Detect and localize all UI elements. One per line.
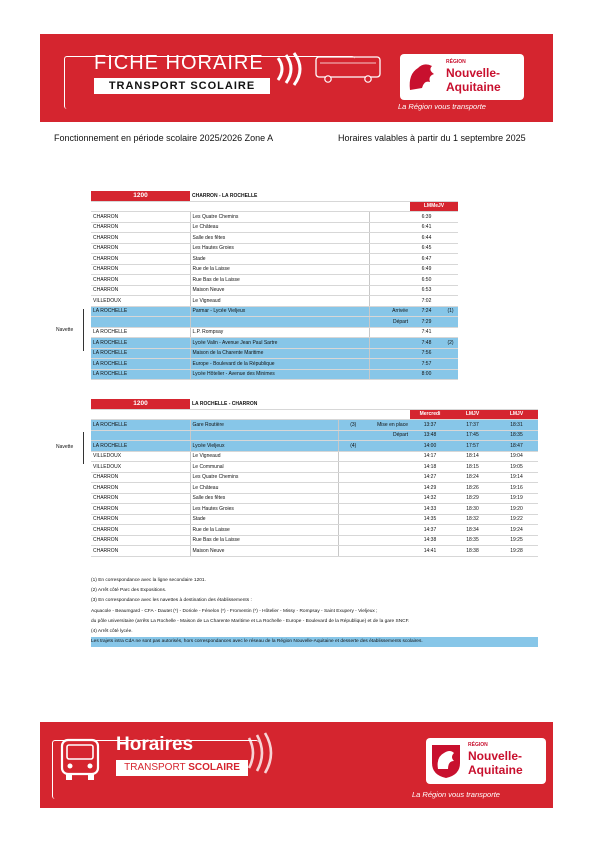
footnote-ref: [338, 430, 368, 441]
day-column-header: LMMeJV: [410, 201, 458, 212]
stop-name: L.P. Rompsay: [190, 327, 369, 338]
departure-time: 19:25: [495, 535, 538, 546]
stop-direction: [369, 275, 410, 286]
footnote-ref: [338, 451, 368, 462]
stop-direction: [368, 451, 410, 462]
footnote-ref: (2): [443, 338, 458, 349]
stop-name: Rue de la Laisse: [190, 264, 369, 275]
stop-city: LA ROCHELLE: [91, 441, 190, 452]
day-column-header: Mercredi: [410, 409, 450, 420]
stop-name: Le Château: [190, 222, 369, 233]
stop-direction: [369, 264, 410, 275]
departure-time: 18:35: [450, 535, 495, 546]
stop-direction: [368, 472, 410, 483]
table-row: [91, 420, 538, 431]
stop-city: CHARRON: [91, 546, 190, 557]
tagline-part2: vous transporte: [434, 102, 486, 111]
departure-time: 14:41: [410, 546, 450, 557]
footer-subtitle-part2: SCOLAIRE: [188, 762, 240, 773]
stop-city: CHARRON: [91, 275, 190, 286]
stop-name: Stade: [190, 254, 369, 265]
departure-time: 6:44: [410, 233, 443, 244]
departure-time: 17:37: [450, 420, 495, 431]
departure-time: 19:19: [495, 493, 538, 504]
line-number: 1200: [91, 191, 190, 201]
departure-time: 18:30: [450, 504, 495, 515]
footer-tagline-part2: vous transporte: [448, 790, 500, 799]
fiche-horaire-title: FICHE HORAIRE: [94, 52, 264, 74]
table-row: [91, 254, 458, 265]
departure-time: 14:35: [410, 514, 450, 525]
stop-city: CHARRON: [91, 472, 190, 483]
stop-name: Maison Neuve: [190, 285, 369, 296]
stop-name: Salle des fêtes: [190, 233, 369, 244]
footer-subtitle: [116, 760, 248, 776]
stop-direction: [369, 296, 410, 307]
table-row: [91, 338, 458, 349]
departure-time: 19:20: [495, 504, 538, 515]
footer-lion-emblem-icon: [430, 743, 462, 779]
region-logo: [400, 54, 524, 100]
table-row: [91, 546, 538, 557]
departure-time: 14:29: [410, 483, 450, 494]
footnote: (3) En correspondance avec les navettes à destination des établissements :: [91, 598, 252, 604]
departure-time: 18:24: [450, 472, 495, 483]
departure-time: 6:49: [410, 264, 443, 275]
footnote-ref: [443, 285, 458, 296]
schedule-table-outbound: [91, 191, 458, 380]
stop-name: Lycée Valin - Avenue Jean Paul Sartre: [190, 338, 369, 349]
footnote-ref: [443, 233, 458, 244]
stop-name: [190, 317, 369, 328]
stop-city: CHARRON: [91, 525, 190, 536]
restriction-note: Les trajets intra CdA ne sont pas autorisés, hors correspondances avec le réseau de la Région Nouvelle-Aquitaine et desserte des établissements scolaires.: [91, 637, 538, 647]
stop-name: Le Vigneaud: [190, 451, 338, 462]
departure-time: 13:37: [410, 420, 450, 431]
stop-direction: Départ: [369, 317, 410, 328]
stop-name: Gare Routière: [190, 420, 338, 431]
stop-city: CHARRON: [91, 514, 190, 525]
stop-direction: [369, 254, 410, 265]
stop-city: LA ROCHELLE: [91, 338, 190, 349]
stop-direction: [369, 369, 410, 380]
stop-direction: [368, 441, 410, 452]
footnote: (1) En correspondance avec la ligne secondaire 1201.: [91, 578, 206, 583]
stop-city: CHARRON: [91, 493, 190, 504]
departure-time: 13:48: [410, 430, 450, 441]
table-row: [91, 233, 458, 244]
footnote-ref: [443, 264, 458, 275]
table-row: [91, 306, 458, 317]
stop-direction: [368, 504, 410, 515]
stop-city: CHARRON: [91, 233, 190, 244]
table-row: [91, 514, 538, 525]
tagline-part1: La Région: [398, 102, 435, 111]
stop-city: [91, 317, 190, 328]
signal-waves-icon: [274, 52, 310, 86]
departure-time: 18:31: [495, 420, 538, 431]
header-banner: [40, 34, 553, 122]
departure-time: 14:00: [410, 441, 450, 452]
footnote-ref: [338, 546, 368, 557]
departure-time: 7:24: [410, 306, 443, 317]
footnote-ref: [443, 254, 458, 265]
stop-direction: [369, 338, 410, 349]
footnote: Aquacole - Beaumgard - CFA - Dautet (*) - Doriole - Fénelon (*) - Fromentin (*) - Hôtelier - Missy - Rompsay - Saint Exupery - Vieljeux ;: [91, 608, 378, 614]
stop-direction: Arrivée: [369, 306, 410, 317]
departure-time: 7:41: [410, 327, 443, 338]
departure-time: 7:57: [410, 359, 443, 370]
footer-region-logo: [426, 738, 546, 784]
departure-time: 7:56: [410, 348, 443, 359]
stop-direction: [368, 462, 410, 473]
footnote-ref: [443, 359, 458, 370]
departure-time: 6:41: [410, 222, 443, 233]
table-row: [91, 317, 458, 328]
table-row: [91, 264, 458, 275]
region-name-line2: Aquitaine: [446, 80, 501, 94]
footnote: (4) Arrêt côté lycée.: [91, 629, 133, 635]
stop-name: Le Vigneaud: [190, 296, 369, 307]
stop-name: Les Quatre Chemins: [190, 212, 369, 223]
table-row: [91, 493, 538, 504]
footnote-ref: [443, 222, 458, 233]
departure-time: 14:18: [410, 462, 450, 473]
day-column-header: LMJV: [495, 409, 538, 420]
departure-time: 6:53: [410, 285, 443, 296]
departure-time: 19:28: [495, 546, 538, 557]
stop-city: [91, 430, 190, 441]
region-tagline: [398, 102, 486, 111]
stop-direction: [368, 493, 410, 504]
departure-time: 18:32: [450, 514, 495, 525]
stop-direction: [368, 546, 410, 557]
transport-scolaire-title: TRANSPORT SCOLAIRE: [94, 78, 270, 94]
footnote-ref: [443, 243, 458, 254]
footnote-ref: (4): [338, 441, 368, 452]
stop-name: Le Communal: [190, 462, 338, 473]
footer-subtitle-part1: TRANSPORT: [124, 762, 189, 773]
stop-name: Les Hautes Groies: [190, 504, 338, 515]
table-row: [91, 483, 538, 494]
footnote-ref: [338, 462, 368, 473]
stop-city: LA ROCHELLE: [91, 359, 190, 370]
footnote-ref: [443, 369, 458, 380]
table-row: [91, 451, 538, 462]
stop-name: Stade: [190, 514, 338, 525]
footnote-ref: [338, 535, 368, 546]
departure-time: 7:29: [410, 317, 443, 328]
stop-name: Rue Bas de la Laisse: [190, 275, 369, 286]
footer-signal-waves-icon: [246, 732, 276, 774]
departure-time: 18:14: [450, 451, 495, 462]
departure-time: 6:50: [410, 275, 443, 286]
footer-tagline-part1: La Région: [412, 790, 449, 799]
footnote-ref: [443, 327, 458, 338]
stop-direction: [369, 285, 410, 296]
table-row: [91, 525, 538, 536]
table-row: [91, 430, 538, 441]
stop-direction: [369, 222, 410, 233]
departure-time: 6:45: [410, 243, 443, 254]
departure-time: 17:57: [450, 441, 495, 452]
table-row: [91, 359, 458, 370]
departure-time: 18:15: [450, 462, 495, 473]
footnote-ref: [443, 296, 458, 307]
footnote-ref: [338, 525, 368, 536]
departure-time: 7:48: [410, 338, 443, 349]
stop-city: CHARRON: [91, 212, 190, 223]
stop-name: Maison Neuve: [190, 546, 338, 557]
departure-time: 18:34: [450, 525, 495, 536]
departure-time: 6:47: [410, 254, 443, 265]
stop-direction: [369, 348, 410, 359]
stop-city: LA ROCHELLE: [91, 420, 190, 431]
route-name-return: LA ROCHELLE - CHARRON: [190, 399, 538, 409]
departure-time: 18:47: [495, 441, 538, 452]
table-row: [91, 327, 458, 338]
stop-city: CHARRON: [91, 264, 190, 275]
stop-direction: Mise en place: [368, 420, 410, 431]
stop-direction: Départ: [368, 430, 410, 441]
region-small-label: RÉGION: [446, 59, 466, 65]
stop-name: Rue Bas de la Laisse: [190, 535, 338, 546]
departure-time: 14:27: [410, 472, 450, 483]
stop-city: LA ROCHELLE: [91, 348, 190, 359]
stop-name: [190, 430, 338, 441]
footnote-ref: (1): [443, 306, 458, 317]
stop-name: Salle des fêtes: [190, 493, 338, 504]
stop-city: VILLEDOUX: [91, 451, 190, 462]
navette-bracket-1: [83, 309, 84, 351]
table-row: [91, 472, 538, 483]
stop-city: CHARRON: [91, 222, 190, 233]
departure-time: 14:38: [410, 535, 450, 546]
stop-name: Europe - Boulevard de la République: [190, 359, 369, 370]
table-row: [91, 212, 458, 223]
departure-time: 14:32: [410, 493, 450, 504]
departure-time: 19:22: [495, 514, 538, 525]
stop-city: CHARRON: [91, 504, 190, 515]
departure-time: 17:45: [450, 430, 495, 441]
footer-banner: [40, 722, 553, 808]
stop-direction: [369, 212, 410, 223]
table-row: [91, 535, 538, 546]
school-bus-icon: [58, 736, 102, 784]
departure-time: 18:29: [450, 493, 495, 504]
stop-name: Les Quatre Chemins: [190, 472, 338, 483]
lion-emblem-icon: [406, 60, 440, 94]
departure-time: 18:26: [450, 483, 495, 494]
stop-city: CHARRON: [91, 254, 190, 265]
footer-region-tagline: [412, 790, 500, 799]
footnote: du pôle universitaire (arrêts La Rochelle - Maison de La Charente Maritime et La Rochelle - Europe - Boulevard de la République) et de la gare SNCF.: [91, 618, 410, 624]
navette-label-1: Navette: [56, 327, 74, 333]
departure-time: 19:05: [495, 462, 538, 473]
stop-direction: [368, 525, 410, 536]
footnote-ref: [338, 472, 368, 483]
departure-time: 14:37: [410, 525, 450, 536]
stop-city: CHARRON: [91, 535, 190, 546]
stop-name: Les Hautes Groies: [190, 243, 369, 254]
table-row: [91, 462, 538, 473]
departure-time: 14:17: [410, 451, 450, 462]
table-row: [91, 369, 458, 380]
stop-city: VILLEDOUX: [91, 462, 190, 473]
navette-bracket-2: [83, 432, 84, 464]
footnote-ref: [443, 212, 458, 223]
region-name-line1: Nouvelle-: [446, 66, 501, 80]
stop-direction: [369, 327, 410, 338]
footer-region-small-label: RÉGION: [468, 742, 488, 748]
stop-city: LA ROCHELLE: [91, 306, 190, 317]
bus-icon: [314, 54, 384, 84]
stop-city: VILLEDOUX: [91, 296, 190, 307]
stop-direction: [369, 243, 410, 254]
departure-time: 19:24: [495, 525, 538, 536]
departure-time: 6:39: [410, 212, 443, 223]
stop-city: CHARRON: [91, 243, 190, 254]
footnote-ref: (3): [338, 420, 368, 431]
departure-time: 18:38: [450, 546, 495, 557]
stop-name: Parmar - Lycée Vieljeux: [190, 306, 369, 317]
stop-city: LA ROCHELLE: [91, 369, 190, 380]
footer-region-name-line2: Aquitaine: [468, 763, 523, 777]
footnote-ref: [338, 514, 368, 525]
table-row: [91, 504, 538, 515]
table-row: [91, 441, 538, 452]
stop-direction: [368, 535, 410, 546]
stop-name: Lycée Hôtelier - Avenue des Minimes: [190, 369, 369, 380]
schedule-table-return: [91, 399, 538, 557]
stop-city: CHARRON: [91, 483, 190, 494]
departure-time: 18:35: [495, 430, 538, 441]
footnote-ref: [338, 483, 368, 494]
footnote-ref: [443, 348, 458, 359]
departure-time: 19:04: [495, 451, 538, 462]
footnote-ref: [443, 317, 458, 328]
stop-name: Lycée Vieljeux: [190, 441, 338, 452]
period-info: Fonctionnement en période scolaire 2025/2026 Zone A: [54, 133, 274, 143]
stop-city: CHARRON: [91, 285, 190, 296]
table-row: [91, 296, 458, 307]
stop-name: Rue de la Laisse: [190, 525, 338, 536]
departure-time: 7:02: [410, 296, 443, 307]
footer-title: Horaires: [116, 734, 194, 755]
table-row: [91, 243, 458, 254]
stop-direction: [368, 483, 410, 494]
table-row: [91, 285, 458, 296]
stop-direction: [369, 233, 410, 244]
stop-city: LA ROCHELLE: [91, 327, 190, 338]
table-row: [91, 348, 458, 359]
stop-name: Maison de la Charente Maritime: [190, 348, 369, 359]
footnote: (2) Arrêt côté Parc des Expositions.: [91, 588, 167, 594]
departure-time: 19:14: [495, 472, 538, 483]
navette-label-2: Navette: [56, 444, 74, 450]
footnote-ref: [338, 504, 368, 515]
validity-info: Horaires valables à partir du 1 septembre 2025: [338, 133, 526, 143]
stop-direction: [369, 359, 410, 370]
departure-time: 14:33: [410, 504, 450, 515]
departure-time: 19:16: [495, 483, 538, 494]
line-number-return: 1200: [91, 399, 190, 409]
table-row: [91, 222, 458, 233]
footnotes: [91, 576, 538, 647]
day-column-header: LMJV: [450, 409, 495, 420]
route-name: CHARRON - LA ROCHELLE: [190, 191, 458, 201]
footnote-ref: [443, 275, 458, 286]
table-row: [91, 275, 458, 286]
departure-time: 8:00: [410, 369, 443, 380]
footer-region-name-line1: Nouvelle-: [468, 749, 523, 763]
stop-name: Le Château: [190, 483, 338, 494]
stop-direction: [368, 514, 410, 525]
footnote-ref: [338, 493, 368, 504]
